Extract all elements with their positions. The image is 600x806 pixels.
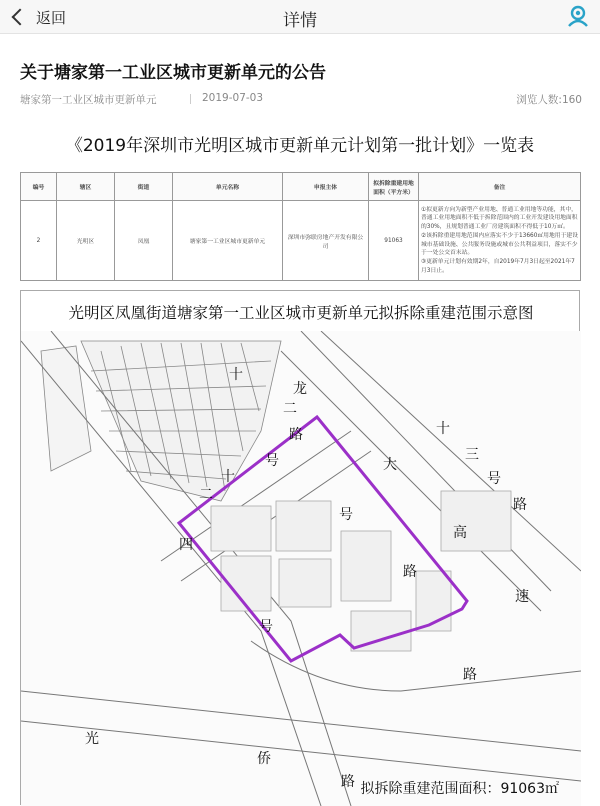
road-label: 号 [487, 471, 501, 487]
cell-street: 凤凰 [115, 201, 173, 281]
cell-no: 2 [21, 201, 57, 281]
header-remarks: 备注 [419, 173, 581, 201]
header-area: 拟拆除重建用地面积（平方米） [369, 173, 419, 201]
cell-district: 光明区 [57, 201, 115, 281]
site-map [20, 290, 580, 805]
top-nav-bar [0, 0, 600, 34]
article-source: 塘家第一工业区城市更新单元 [20, 94, 157, 106]
back-label: 返回 [36, 8, 67, 27]
road-label: 路 [341, 774, 355, 790]
article-title: 关于塘家第一工业区城市更新单元的公告 [20, 63, 326, 83]
table-header-row [21, 173, 581, 201]
road-label: 路 [463, 667, 477, 683]
road-label: 侨 [257, 751, 271, 767]
road-label: 号 [339, 507, 353, 523]
profile-icon[interactable] [566, 4, 590, 28]
map-drawing [21, 331, 581, 806]
road-label: 四 [179, 537, 193, 553]
road-label: 二 [283, 401, 297, 417]
header-street: 街道 [115, 173, 173, 201]
road-label: 速 [515, 589, 529, 605]
map-title: 光明区凤凰街道塘家第一工业区城市更新单元拟拆除重建范围示意图 [68, 304, 534, 322]
road-label: 光 [85, 731, 99, 747]
road-label: 路 [513, 497, 527, 513]
header-unit-name: 单元名称 [173, 173, 283, 201]
plan-table [20, 172, 580, 282]
article-date: 2019-07-03 [202, 92, 264, 104]
header-district: 辖区 [57, 173, 115, 201]
road-label: 龙 [293, 381, 307, 397]
cell-applicant: 深圳市弥联房地产开发有限公司 [283, 201, 369, 281]
header-no: 编号 [21, 173, 57, 201]
cell-area: 91063 [369, 201, 419, 281]
remark-line: ③更新单元计划有效期2年，自2019年7月3日起至2021年7月3日止。 [421, 258, 575, 274]
document-title: 《2019年深圳市光明区城市更新单元计划第一批计划》一览表 [65, 136, 535, 156]
road-label: 路 [403, 564, 417, 580]
meta-divider [190, 94, 191, 104]
road-label: 路 [289, 427, 303, 443]
road-label: 高 [453, 525, 467, 541]
view-count: 浏览人数:160 [516, 94, 582, 106]
road-label: 大 [383, 457, 397, 473]
road-label: 号 [259, 619, 273, 635]
road-label: 三 [465, 447, 479, 463]
header-applicant: 申报主体 [283, 173, 369, 201]
area-caption: 拟拆除重建范围面积：91063㎡ [360, 781, 559, 797]
road-label: 十 [221, 469, 235, 485]
remark-line: ①拟更新方向为新型产业用地、普通工业用地等功能，其中，普通工业用地面积不低于拆除范围内的工业开发建设用地面积的30%，且规划普通工业厂房建筑面积不得低于10万㎡。 [421, 206, 578, 231]
page-title: 详情 [283, 11, 317, 31]
road-label: 十 [436, 421, 450, 437]
table-row [21, 201, 581, 281]
cell-remarks [419, 201, 581, 281]
remark-line: ②该拆除重建用地范围内应落实不少于13660㎡用地用于建设城市基础设施、公共服务设施或城市公共利益项目，落实不少于一处公交首末站。 [421, 232, 578, 257]
road-label: 二 [199, 487, 213, 503]
cell-unit-name: 塘家第一工业区城市更新单元 [173, 201, 283, 281]
road-label: 号 [265, 453, 279, 469]
road-label: 十 [229, 367, 243, 383]
